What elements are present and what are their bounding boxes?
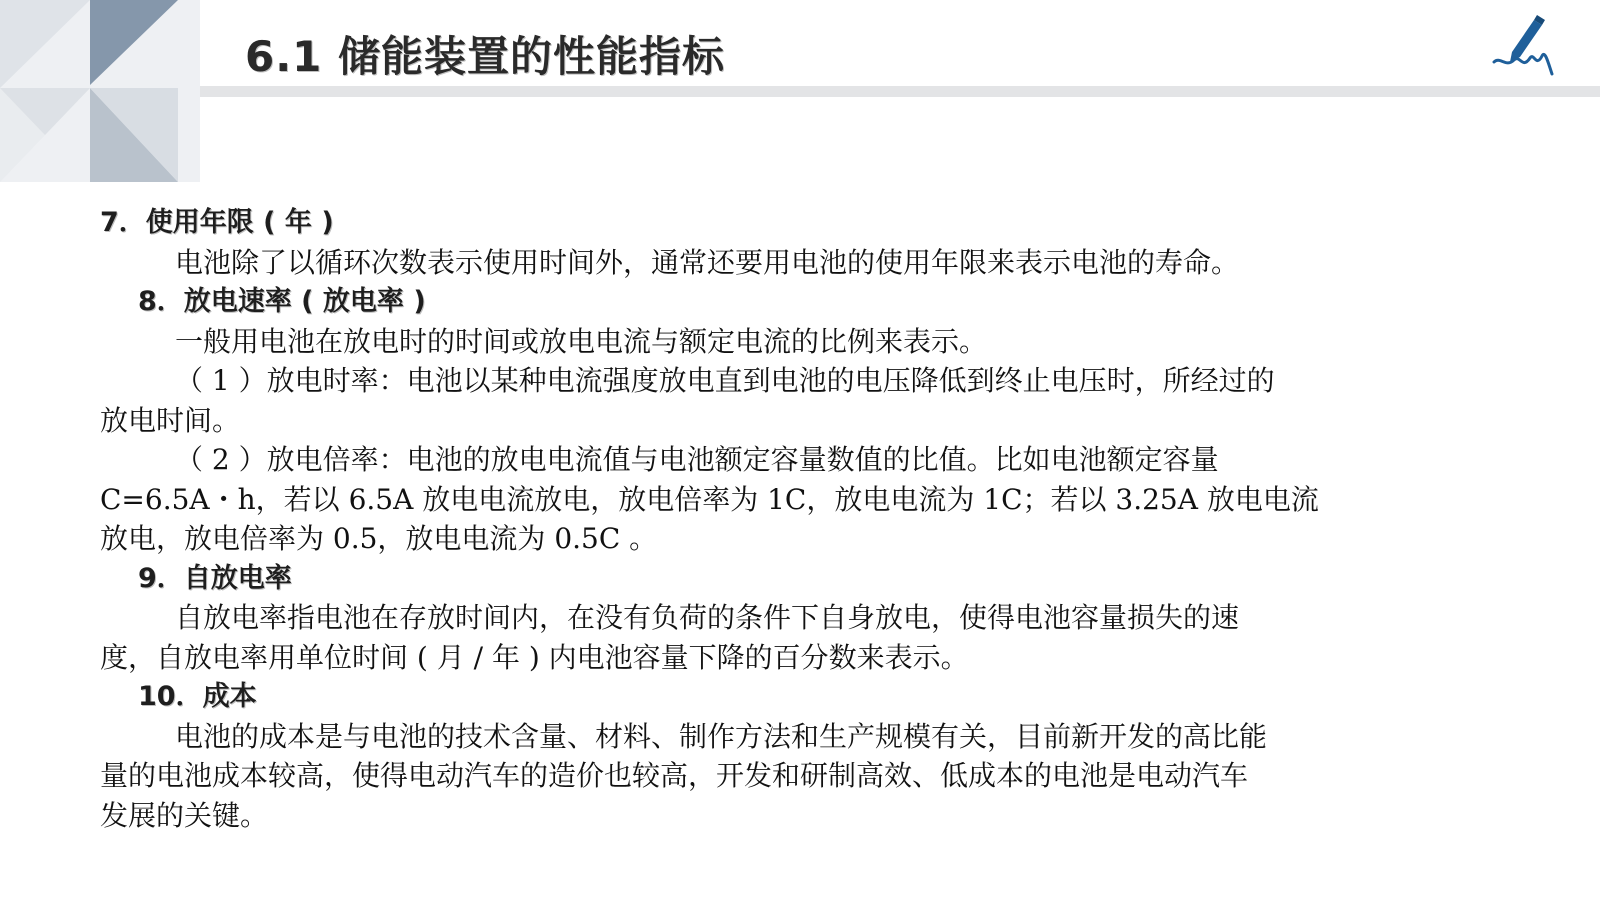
paragraph-hour-rate-line2: 放电时间。 bbox=[100, 403, 241, 437]
section-heading-cost: 10．成本 bbox=[138, 681, 257, 712]
content-body bbox=[100, 203, 1500, 835]
section-heading-self-discharge: 9．自放电率 bbox=[138, 562, 292, 594]
paragraph-c-rate-line2: C=6.5A・h，若以 6.5A 放电电流放电，放电倍率为 1C，放电电流为 1C；若以 3.25A 放电电流 bbox=[100, 482, 1319, 516]
title-divider-bar bbox=[200, 86, 1600, 97]
paragraph-service-life: 电池除了以循环次数表示使用时间外，通常还要用电池的使用年限来表示电池的寿命。 bbox=[175, 245, 1240, 279]
paragraph-c-rate-line1: （ 2 ）放电倍率：电池的放电电流值与电池额定容量数值的比值。比如电池额定容量 bbox=[175, 443, 1219, 476]
section-heading-discharge-rate: 8．放电速率 ( 放电率 ) bbox=[138, 286, 426, 317]
paragraph-self-discharge-line2: 度，自放电率用单位时间 ( 月 / 年 ) 内电池容量下降的百分数来表示。 bbox=[100, 640, 969, 674]
pen-signature-icon bbox=[1490, 12, 1556, 78]
paragraph-cost-line3: 发展的关键。 bbox=[100, 798, 269, 832]
paragraph-cost-line1: 电池的成本是与电池的技术含量、材料、制作方法和生产规模有关，目前新开发的高比能 bbox=[175, 719, 1268, 753]
paragraph-self-discharge-line1: 自放电率指电池在存放时间内，在没有负荷的条件下自身放电，使得电池容量损失的速 bbox=[175, 601, 1240, 634]
paragraph-cost-line2: 量的电池成本较高，使得电动汽车的造价也较高，开发和研制高效、低成本的电池是电动汽车 bbox=[100, 759, 1249, 792]
paragraph-c-rate-line3: 放电，放电倍率为 0.5，放电电流为 0.5C 。 bbox=[100, 522, 658, 555]
paragraph-discharge-rate-intro: 一般用电池在放电时的时间或放电电流与额定电流的比例来表示。 bbox=[175, 324, 988, 358]
paragraph-hour-rate-line1: （ 1 ）放电时率：电池以某种电流强度放电直到电池的电压降低到终止电压时，所经过的 bbox=[175, 364, 1275, 397]
section-heading-service-life: 7．使用年限 ( 年 ) bbox=[100, 207, 334, 238]
page-title: 6.1 储能装置的性能指标 bbox=[245, 32, 726, 81]
corner-decoration bbox=[0, 0, 200, 182]
